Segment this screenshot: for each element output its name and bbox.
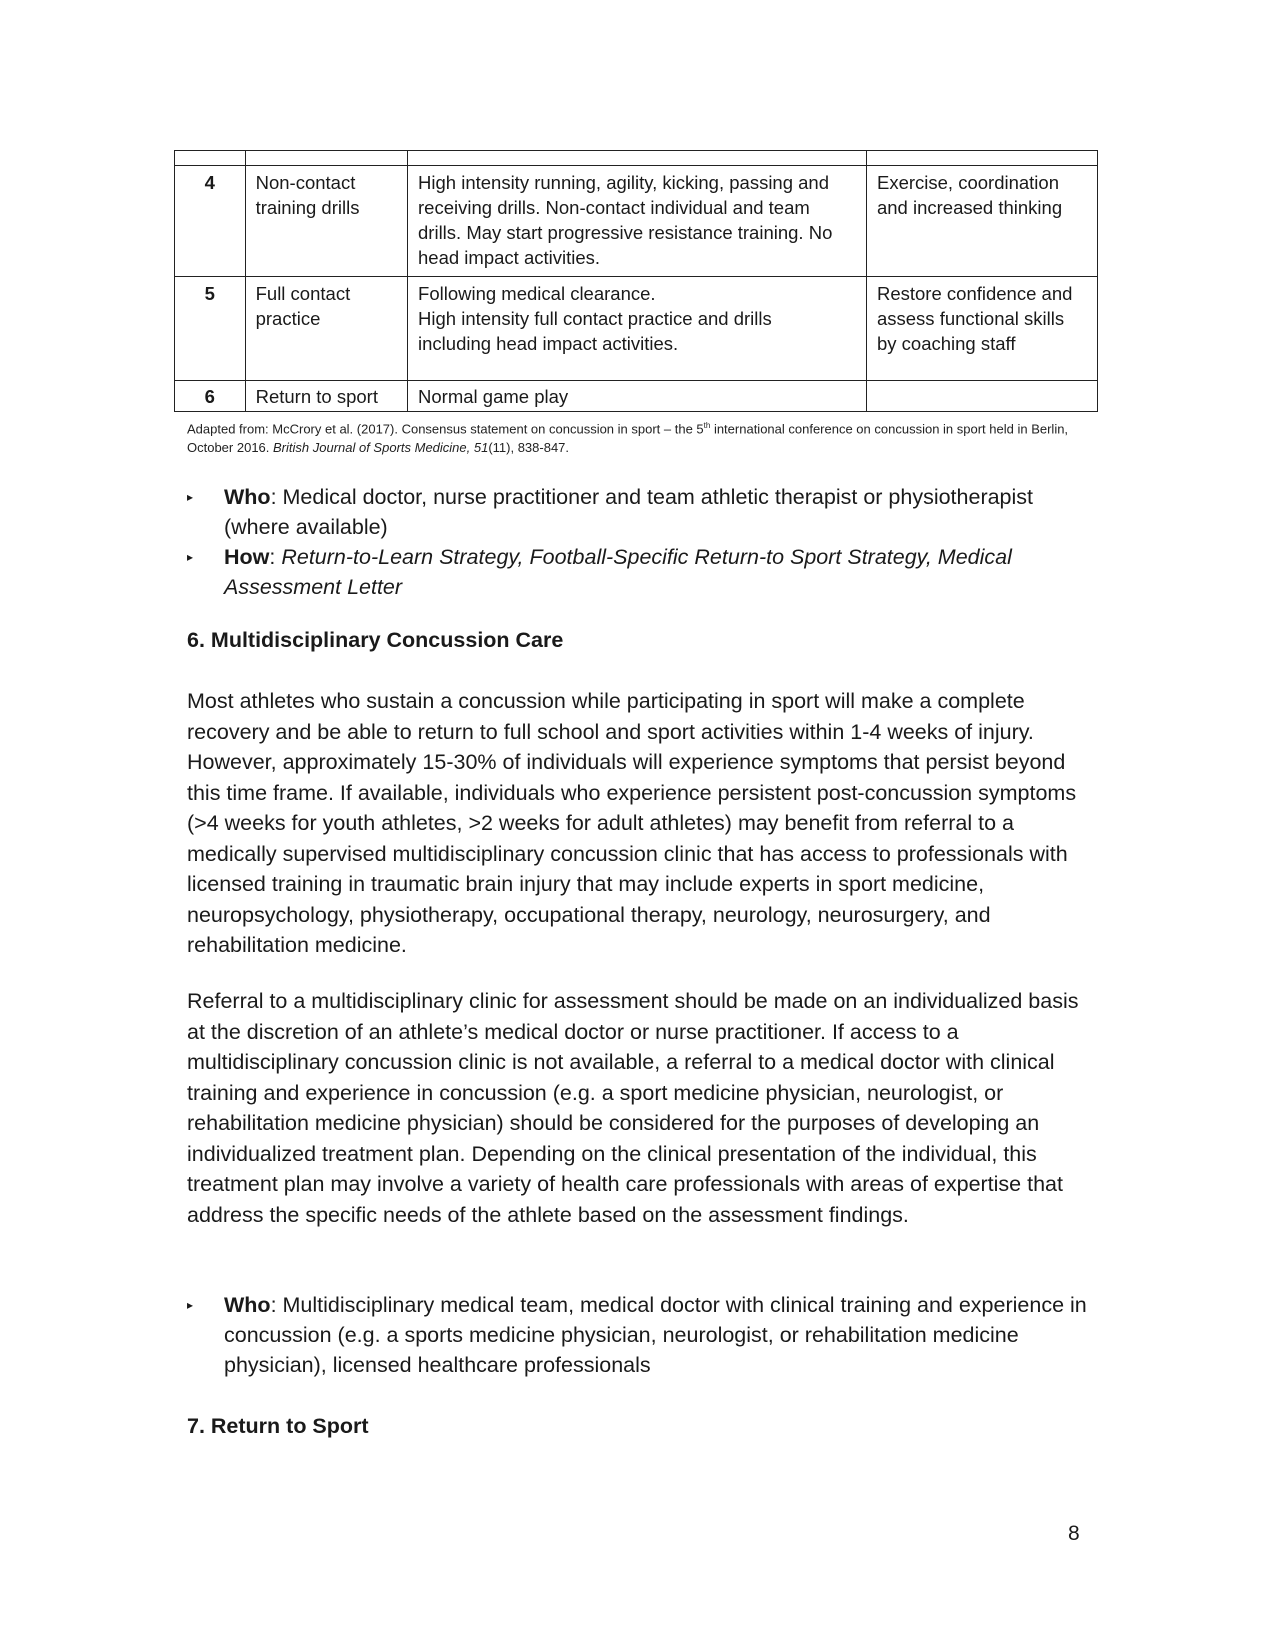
- stage-description: Following medical clearance. High intensity full contact practice and drills including head impact activities.: [408, 277, 867, 381]
- who-bullet-list: [187, 1290, 1087, 1380]
- paragraph: Referral to a multidisciplinary clinic for assessment should be made on an individualized basis at the discretion of an athlete’s medical doctor or nurse practitioner. If access to a multidisciplinary concussion clinic is not available, a referral to a medical doctor with clinical training and experience in concussion (e.g. a sport medicine physician, neurologist, or rehabilitation medicine physician) should be considered for the purposes of developing an individualized treatment plan. Depending on the clinical presentation of the individual, this treatment plan may involve a variety of health care professionals with areas of expertise that address the specific needs of the athlete based on the assessment findings.: [187, 989, 1079, 1227]
- table-row: [175, 166, 1098, 277]
- page-number: 8: [1068, 1522, 1080, 1545]
- list-item: ▸ Who: Medical doctor, nurse practitioner and team athletic therapist or physiotherapist (where available): [187, 482, 1087, 542]
- table-header-row-blank: [175, 151, 1098, 166]
- table-row: [175, 381, 1098, 412]
- table-row: [175, 277, 1098, 381]
- who-how-bullet-list: [187, 482, 1087, 602]
- stage-goal: Restore confidence and assess functional skills by coaching staff: [866, 277, 1097, 381]
- return-to-sport-table: [174, 150, 1098, 412]
- triangle-bullet-icon: ▸: [187, 1298, 194, 1312]
- list-item: ▸ How: Return-to-Learn Strategy, Football-Specific Return-to Sport Strategy, Medical Assessment Letter: [187, 542, 1087, 602]
- paragraph: Most athletes who sustain a concussion while participating in sport will make a complete recovery and be able to return to full school and sport activities within 1-4 weeks of injury. However, approximately 15-30% of individuals will experience symptoms that persist beyond this time frame. If available, individuals who experience persistent post-concussion symptoms (>4 weeks for youth athletes, >2 weeks for adult athletes) may benefit from referral to a medically supervised multidisciplinary concussion clinic that has access to professionals with licensed training in traumatic brain injury that may include experts in sport medicine, neuropsychology, physiotherapy, occupational therapy, neurology, neurosurgery, and rehabilitation medicine.: [187, 689, 1077, 957]
- stage-activity: Non-contact training drills: [245, 166, 407, 277]
- stage-goal: [866, 381, 1097, 412]
- list-item: ▸ Who: Multidisciplinary medical team, medical doctor with clinical training and experience in concussion (e.g. a sports medicine physician, neurologist, or rehabilitation medicine physician), licensed healthcare professionals: [187, 1290, 1087, 1380]
- triangle-bullet-icon: ▸: [187, 550, 194, 564]
- section-heading: 7. Return to Sport: [187, 1414, 369, 1438]
- triangle-bullet-icon: ▸: [187, 490, 194, 504]
- stage-description: Normal game play: [408, 381, 867, 412]
- stage-activity: Full contact practice: [245, 277, 407, 381]
- section-heading: 6. Multidisciplinary Concussion Care: [187, 628, 564, 652]
- stage-number: 6: [175, 381, 246, 412]
- stage-goal: Exercise, coordination and increased thinking: [866, 166, 1097, 277]
- stage-number: 5: [175, 277, 246, 381]
- stage-description: High intensity running, agility, kicking, passing and receiving drills. Non-contact individual and team drills. May start progressive resistance training. No head impact activities.: [408, 166, 867, 277]
- stage-activity: Return to sport: [245, 381, 407, 412]
- stage-number: 4: [175, 166, 246, 277]
- table-source-note: Adapted from: McCrory et al. (2017). Consensus statement on concussion in sport – the 5th international conference on concussion in sport held in Berlin, October 2016. British Journal of Sports Medicine, 51(11), 838-847.: [187, 421, 1069, 456]
